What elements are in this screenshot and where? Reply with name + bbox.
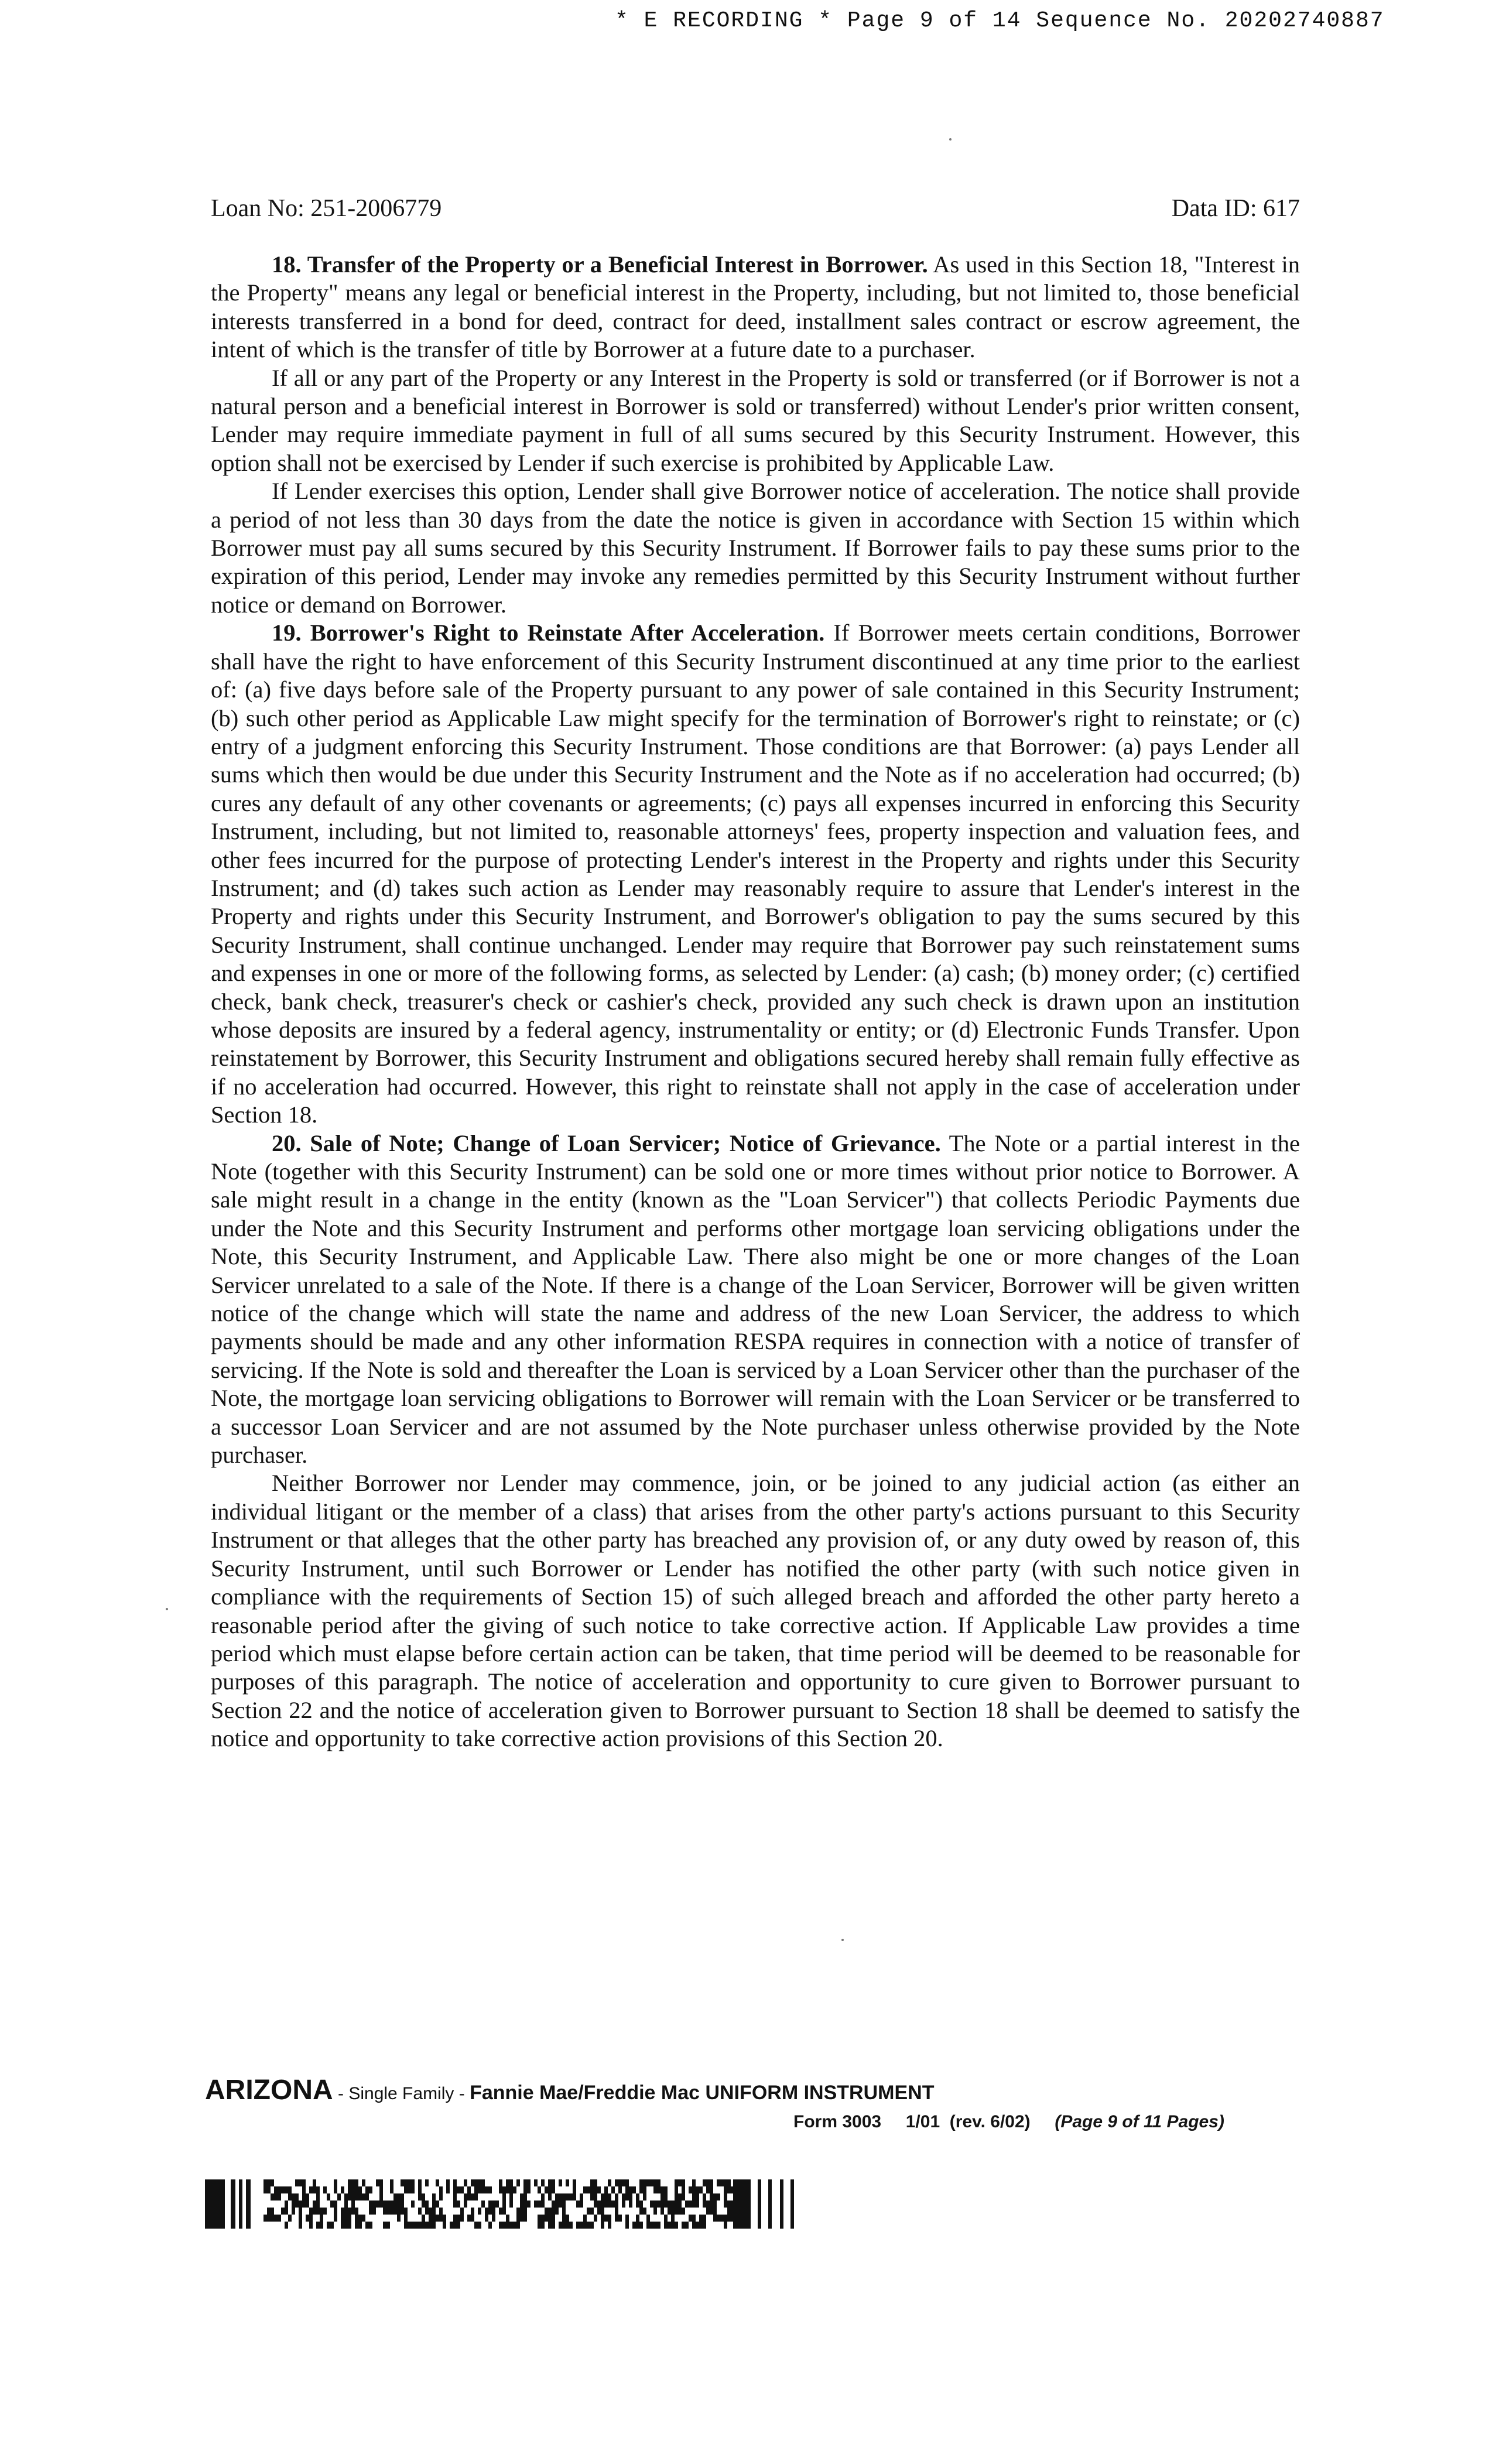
section-19-heading: 19. Borrower's Right to Reinstate After Acceleration. — [272, 620, 825, 646]
section-19-paragraph-1 — [211, 619, 1300, 1129]
section-20-paragraph-2: Neither Borrower nor Lender may commence, join, or be joined to any judicial action (as either an individual litigant or the member of a class) that arises from the other party's actions pursuant to this Security Instrument or that alleges that the other party has breached any provision of, or any duty owed by reason of, this Security Instrument, until such Borrower or Lender has notified the other party (with such notice given in compliance with the requirements of Section 15) of such alleged breach and afforded the other party hereto a reasonable period after the giving of such notice to take corrective action. If Applicable Law provides a time period which must elapse before certain action can be taken, that time period will be deemed to be reasonable for purposes of this paragraph. The notice of acceleration and opportunity to cure given to Borrower pursuant to Section 22 and the notice of acceleration given to Borrower pursuant to Section 18 shall be deemed to satisfy the notice and opportunity to take corrective action provisions of this Section 20. — [211, 1470, 1300, 1752]
data-id: Data ID: 617 — [1171, 195, 1300, 222]
scan-speck — [949, 138, 952, 141]
section-18-paragraph-1 — [211, 251, 1300, 364]
loan-number: Loan No: 251-2006779 — [211, 195, 442, 222]
section-18-text-1: As used in this Section 18, "Interest in the Property" means any legal or beneficial interest in the Property, including, but not limited to, those beneficial interests transferred in a bond for deed, contract for deed, installment sales contract or escrow agreement, the intent of which is the transfer of title by Borrower at a future date to a purchaser. — [211, 251, 1300, 363]
section-20-paragraph-1 — [211, 1130, 1300, 1470]
footer-separator: - — [454, 2084, 470, 2103]
scan-speck — [166, 1608, 168, 1610]
footer-form-number: Form 3003 1/01 (rev. 6/02) — [793, 2112, 1031, 2131]
section-18-paragraph-2: If all or any part of the Property or any Interest in the Property is sold or transferred (or if Borrower is not a natural person and a beneficial interest in Borrower is sold or transferred) without Lender's prior written consent, Lender may require immediate payment in full of all sums secured by this Security Instrument. However, this option shall not be exercised by Lender if such exercise is prohibited by Applicable Law. — [211, 364, 1300, 476]
section-20-heading: 20. Sale of Note; Change of Loan Servicer; Notice of Grievance. — [272, 1130, 941, 1156]
recording-header: * E RECORDING * Page 9 of 14 Sequence No. 20202740887 — [615, 8, 1385, 33]
footer-instrument: Fannie Mae/Freddie Mac UNIFORM INSTRUMENT — [470, 2082, 935, 2104]
footer-form-line — [793, 2112, 1297, 2132]
barcode-graphic — [205, 2179, 796, 2229]
section-18-paragraph-3: If Lender exercises this option, Lender shall give Borrower notice of acceleration. The notice shall provide a period of not less than 30 days from the date the notice is given in accordance with Section 15 within which Borrower must pay all sums secured by this Security Instrument. If Borrower fails to pay these sums prior to the expiration of this period, Lender may invoke any remedies permitted by this Security Instrument without further notice or demand on Borrower. — [211, 478, 1300, 618]
document-body — [211, 251, 1300, 1753]
footer-state: ARIZONA — [205, 2075, 333, 2106]
section-18-heading: 18. Transfer of the Property or a Beneficial Interest in Borrower. — [272, 251, 928, 278]
footer-separator: - — [333, 2084, 349, 2103]
section-19-text-1: If Borrower meets certain conditions, Borrower shall have the right to have enforcement of this Security Instrument discontinued at any time prior to the earliest of: (a) five days before sale of the Property pursuant to any power of sale contained in this Security Instrument; (b) such other period as Applicable Law might specify for the termination of Borrower's right to reinstate; or (c) entry of a judgment enforcing this Security Instrument. Those conditions are that Borrower: (a) pays Lender all sums which then would be due under this Security Instrument and the Note as if no acceleration had occurred; (b) cures any default of any other covenants or agreements; (c) pays all expenses incurred in enforcing this Security Instrument, including, but not limited to, reasonable attorneys' fees, property inspection and valuation fees, and other fees incurred for the purpose of protecting Lender's interest in the Property and rights under this Security Instrument; and (d) takes such action as Lender may reasonably require to assure that Lender's interest in the Property and rights under this Security Instrument, and Borrower's obligation to pay the sums secured by this Security Instrument, shall continue unchanged. Lender may require that Borrower pay such reinstatement sums and expenses in one or more of the following forms, as selected by Lender: (a) cash; (b) money order; (c) certified check, bank check, treasurer's check or cashier's check, provided any such check is drawn upon an institution whose deposits are insured by a federal agency, instrumentality or entity; or (d) Electronic Funds Transfer. Upon reinstatement by Borrower, this Security Instrument and obligations secured hereby shall remain fully effective as if no acceleration had occurred. However, this right to reinstate shall not apply in the case of acceleration under Section 18. — [211, 620, 1300, 1128]
footer-family: Single Family — [348, 2084, 454, 2103]
footer-instrument-title — [205, 2074, 934, 2106]
scan-speck — [841, 1939, 844, 1941]
loan-info-row — [211, 186, 1300, 223]
footer-page-count: (Page 9 of 11 Pages) — [1055, 2112, 1224, 2131]
section-20-text-1: The Note or a partial interest in the Note (together with this Security Instrument) can be sold one or more times without prior notice to Borrower. A sale might result in a change in the entity (known as the "Loan Servicer") that collects Periodic Payments due under the Note and this Security Instrument and performs other mortgage loan servicing obligations under the Note, this Security Instrument, and Applicable Law. There also might be one or more changes of the Loan Servicer unrelated to a sale of the Note. If there is a change of the Loan Servicer, Borrower will be given written notice of the change which will state the name and address of the new Loan Servicer, the address to which payments should be made and any other information RESPA requires in connection with a notice of transfer of servicing. If the Note is sold and thereafter the Loan is serviced by a Loan Servicer other than the purchaser of the Note, the mortgage loan servicing obligations to Borrower will remain with the Loan Servicer or be transferred to a successor Loan Servicer and are not assumed by the Note purchaser unless otherwise provided by the Note purchaser. — [211, 1130, 1300, 1469]
